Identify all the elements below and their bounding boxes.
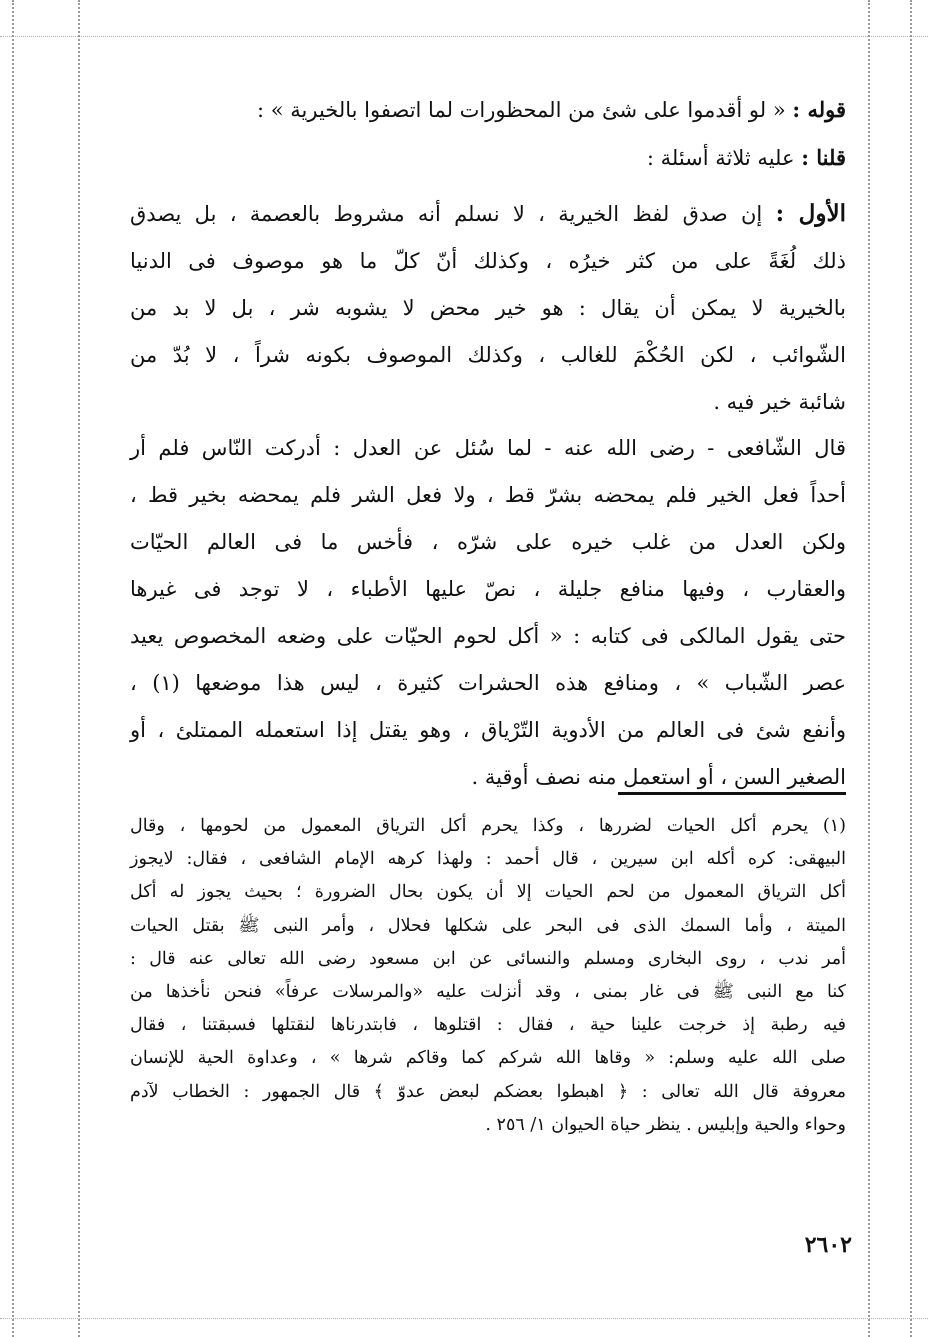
paragraph-line: بالخيرية لا يمكن أن يقال : هو خير محض لا يشوبه شر ، بل لا بد من	[130, 296, 846, 320]
scan-guide-right-inner	[868, 0, 870, 1337]
scan-guide-left-inner	[78, 0, 80, 1337]
paragraph-line: ولكن العدل من غلب خيره على شرّه ، فأخس ما فى العالم الحيّات	[130, 530, 846, 554]
page-number: ٢٦٠٢	[804, 1232, 852, 1258]
quote-line	[130, 86, 846, 134]
footnote-line: كنا مع النبى ﷺ فى غار بمنى ، وقد أنزلت عليه «والمرسلات عرفاً» فنحن نأخذها من	[130, 982, 846, 1003]
first-label: الأول :	[775, 200, 846, 227]
paragraph-line: أحداً فعل الخير فلم يمحضه بشرّ قط ، ولا فعل الشر فلم يمحضه بخير قط ،	[130, 483, 846, 507]
footnote-line: معروفة قال الله تعالى : ﴿ اهبطوا بعضكم لبعض عدوّ ﴾ قال الجمهور : الخطاب لآدم	[130, 1081, 846, 1102]
scan-guide-bottom	[0, 1318, 928, 1319]
paragraph-line: وأنفع شئ فى العالم من الأدوية التّرْياق ، وهو يقتل إذا استعمله الممتلئ ، أو	[130, 718, 846, 742]
footnote-line: البيهقى: كره أكله ابن سيرين ، قال أحمد : ولهذا كرهه الإمام الشافعى ، فقال: لايجوز	[130, 849, 846, 870]
footnote-line: صلى الله عليه وسلم: « وقاها الله شركم كما وقاكم شرها » ، وعداوة الحية للإنسان	[130, 1048, 846, 1069]
footnote-line: وحواء والحية وإبليس . ينظر حياة الحيوان ١/ ٢٥٦ .	[485, 1114, 846, 1135]
paragraph-line	[130, 190, 846, 238]
quote-label: قوله :	[792, 97, 846, 122]
footnote-divider	[618, 792, 846, 795]
footnote-line: أكل الترياق المعمول من لحم الحيات إلا أن يكون بحال الضرورة ؛ بحيث يجوز له أكل	[130, 882, 846, 903]
quote-block	[130, 86, 846, 182]
quote-text: « لو أقدموا على شئ من المحظورات لما اتصفوا بالخيرية » :	[257, 98, 786, 122]
answer-label: قلنا :	[801, 145, 846, 170]
footnote-line: الميتة ، وأما السمك الذى فى البحر على شكلها فحلال ، وأمر النبى ﷺ بقتل الحيات	[130, 915, 846, 936]
footnote-line: أمر ندب ، روى البخارى ومسلم والنسائى عن ابن مسعود رضى الله تعالى عنه قال :	[130, 948, 846, 969]
paragraph-line: الشّوائب ، لكن الحُكْمَ للغالب ، وكذلك الموصوف بكونه شراً ، لا بُدّ من	[130, 343, 846, 367]
paragraph-line: والعقارب ، وفيها منافع جليلة ، نصّ عليها الأطباء ، لا توجد فى غيرها	[130, 577, 846, 601]
paragraph-line: قال الشّافعى - رضى الله عنه - لما سُئل عن العدل : أدركت النّاس فلم أر	[130, 436, 846, 460]
paragraph-line: الصغير السن ، أو استعمل منه نصف أوقية .	[471, 765, 846, 789]
paragraph-line: شائبة خير فيه .	[713, 390, 846, 414]
footnote	[130, 810, 846, 1142]
paragraph-line: ذلك لُغَةً على من كثر خيرُه ، وكذلك أنّ كلّ ما هو موصوف فى الدنيا	[130, 249, 846, 273]
footnote-line: (١) يحرم أكل الحيات لضررها ، وكذا يحرم أكل الترياق المعمول من لحومها ، وقال	[130, 816, 846, 836]
answer-text: عليه ثلاثة أسئلة :	[646, 146, 795, 170]
answer-line	[130, 134, 846, 182]
scan-guide-left-outer	[12, 0, 14, 1337]
scan-guide-right-outer	[910, 0, 912, 1337]
scan-guide-top	[0, 36, 928, 37]
first-line-text: إن صدق لفظ الخيرية ، لا نسلم أنه مشروط بالعصمة ، بل يصدق	[130, 202, 763, 226]
paragraph-line: عصر الشّباب » ، ومنافع هذه الحشرات كثيرة ، ليس هذا موضعها (١) ،	[130, 671, 846, 695]
paragraph-line: حتى يقول المالكى فى كتابه : « أكل لحوم الحيّات على وضعه المخصوص يعيد	[130, 624, 846, 648]
first-objection-paragraph	[130, 190, 846, 426]
footnote-line: فيه رطبة إذ خرجت علينا حية ، فقال : اقتلوها ، فابتدرناها لنقتلها فسبقتنا ، فقال	[130, 1015, 846, 1036]
shafii-quote-paragraph	[130, 425, 846, 801]
